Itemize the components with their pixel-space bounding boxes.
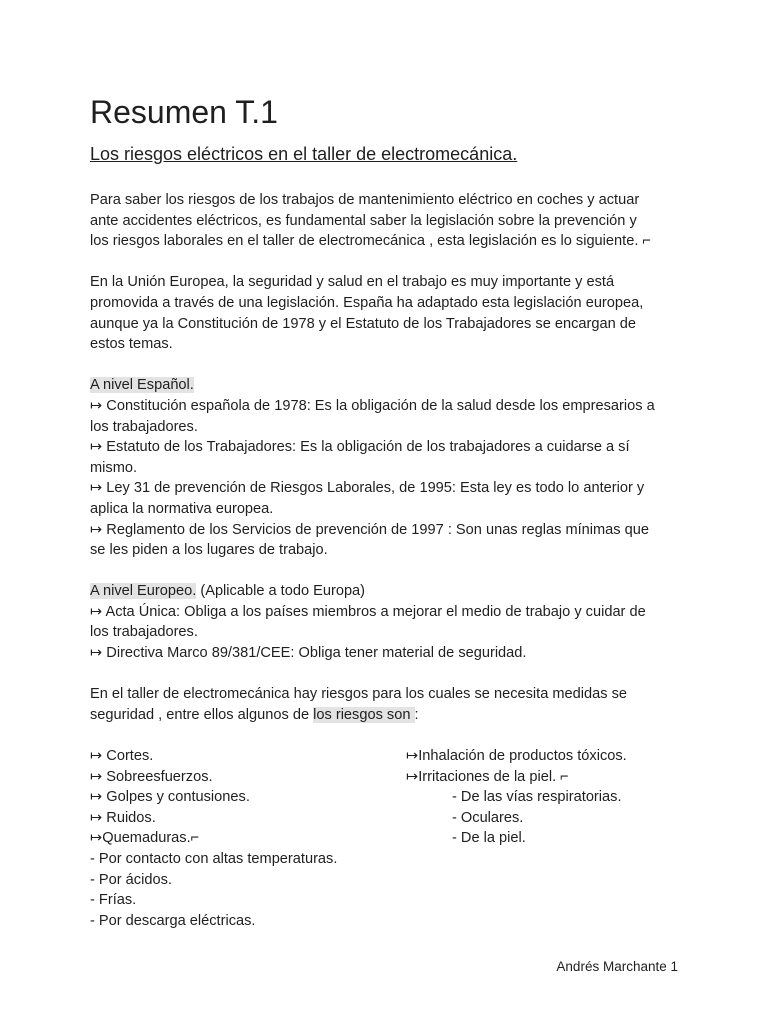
eu-line: aunque ya la Constitución de 1978 y el Estatuto de los Trabajadores se encargan de [90,315,637,332]
europe-heading-suffix: (Aplicable a todo Europa) [196,583,366,600]
risk-item: ↦Irritaciones de la piel. ⌐ [406,768,569,785]
risk-subitem: - De la piel. [452,830,526,847]
risk-item: ↦ Ruidos. [90,809,156,826]
document-subtitle: Los riesgos eléctricos en el taller de electromecánica. [90,144,518,164]
intro-line: Para saber los riesgos de los trabajos de mantenimiento eléctrico en coches y actuar [90,192,640,208]
risks-left-column [90,746,406,931]
intro-paragraph [90,190,690,252]
taller-line: En el taller de electromecánica hay riesgos para los cuales se necesita medidas se [90,686,628,703]
intro-line: ante accidentes eléctricos, es fundamental saber la legislación sobre la prevención y [90,212,637,229]
risk-item: ↦ Sobreesfuerzos. [90,768,213,785]
risk-item: ↦Quemaduras.⌐ [90,830,200,847]
spain-line: ↦ Estatuto de los Trabajadores: Es la obligación de los trabajadores a cuidarse a sí [90,439,630,456]
risk-subitem: - Oculares. [452,809,524,826]
spain-section [90,375,690,560]
eu-paragraph [90,272,690,354]
risks-list [90,746,690,931]
spain-line: mismo. [90,459,138,476]
eu-line: promovida a través de una legislación. España ha adaptado esta legislación europea, [90,294,644,311]
risk-item: ↦ Golpes y contusiones. [90,789,250,806]
intro-line: los riesgos laborales en el taller de electromecánica , esta legislación es lo siguiente. ⌐ [90,233,651,250]
risk-item: ↦ Cortes. [90,748,154,765]
document-title: Resumen T.1 [90,94,278,130]
taller-paragraph [90,684,690,725]
risk-subitem: - De las vías respiratorias. [452,789,622,806]
page-footer: Andrés Marchante 1 [556,959,678,974]
europe-line: ↦ Directiva Marco 89/381/CEE: Obliga tener material de seguridad. [90,645,527,662]
spain-line: ↦ Reglamento de los Servicios de prevención de 1997 : Son unas reglas mínimas que [90,521,650,538]
risk-subitem: - Por contacto con altas temperaturas. [90,851,338,867]
taller-line-suffix: : [414,706,419,723]
risk-item: ↦Inhalación de productos tóxicos. [406,748,627,765]
risk-subitem: - Por ácidos. [90,871,172,888]
risks-highlight: los riesgos son [313,706,415,723]
spain-line: aplica la normativa europea. [90,500,274,517]
spain-line: se les piden a los lugares de trabajo. [90,542,328,559]
risk-subitem: - Frías. [90,892,137,909]
europe-line: ↦ Acta Única: Obliga a los países miembros a mejorar el medio de trabajo y cuidar de [90,603,646,620]
risk-subitem: - Por descarga eléctricas. [90,912,256,929]
taller-line-prefix: seguridad , entre ellos algunos de [90,706,314,723]
spain-line: ↦ Ley 31 de prevención de Riesgos Laborales, de 1995: Esta ley es todo lo anterior y [90,480,645,497]
spain-heading: A nivel Español. [90,377,194,394]
europe-heading: A nivel Europeo. [90,583,197,600]
europe-section [90,581,690,663]
risks-right-column [406,746,690,931]
spain-line: los trabajadores. [90,418,198,435]
eu-line: estos temas. [90,336,173,353]
eu-line: En la Unión Europea, la seguridad y salud en el trabajo es muy importante y está [90,274,615,291]
europe-line: los trabajadores. [90,624,198,641]
document-page [90,92,690,931]
spain-line: ↦ Constitución española de 1978: Es la obligación de la salud desde los empresarios a [90,397,655,414]
